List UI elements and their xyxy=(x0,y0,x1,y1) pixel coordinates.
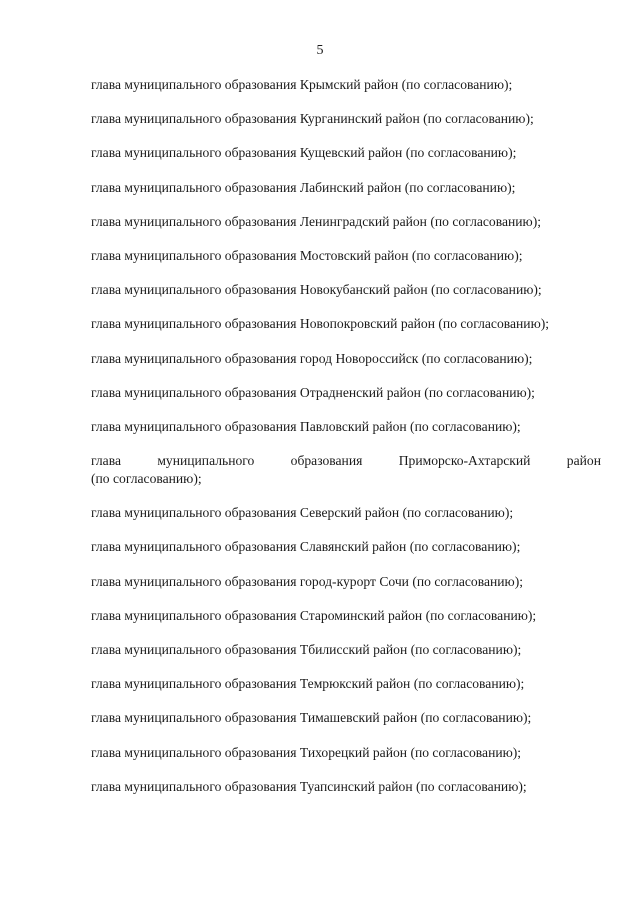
list-item: глава муниципального образования Кущевский район (по согласованию); xyxy=(91,145,517,161)
list-item: глава муниципального образования Отрадненский район (по согласованию); xyxy=(91,384,535,400)
page-number: 5 xyxy=(316,43,324,58)
wrapped-line-first xyxy=(91,452,601,470)
word: образования xyxy=(290,453,363,469)
list-item: глава муниципального образования Новокубанский район (по согласованию); xyxy=(91,282,542,298)
word: район xyxy=(566,453,601,469)
list-item: глава муниципального образования Курганинский район (по согласованию); xyxy=(91,111,534,127)
list-item: глава муниципального образования Туапсинский район (по согласованию); xyxy=(91,778,527,794)
list-item: глава муниципального образования Тихорецкий район (по согласованию); xyxy=(91,744,522,760)
list-item: глава муниципального образования Староминский район (по согласованию); xyxy=(91,607,537,623)
word: глава xyxy=(91,453,121,469)
member-list xyxy=(91,76,601,812)
list-item: глава муниципального образования Ленинградский район (по согласованию); xyxy=(91,213,541,229)
list-item: глава муниципального образования Крымский район (по согласованию); xyxy=(91,77,513,92)
list-item: глава муниципального образования Славянский район (по согласованию); xyxy=(91,539,521,555)
list-item: глава муниципального образования Павловский район (по согласованию); xyxy=(91,418,521,434)
list-item: глава муниципального образования Тимашевский район (по согласованию); xyxy=(91,710,532,726)
list-item: глава муниципального образования Тбилисский район (по согласованию); xyxy=(91,642,522,657)
word: муниципального xyxy=(157,453,255,469)
word: Приморско-Ахтарский xyxy=(398,453,531,469)
list-item: глава муниципального образования город Новороссийск (по согласованию); xyxy=(91,350,533,366)
list-item-wrapped xyxy=(91,452,601,488)
list-item: глава муниципального образования Мостовский район (по согласованию); xyxy=(91,247,523,263)
list-item: глава муниципального образования Лабинский район (по согласованию); xyxy=(91,179,516,195)
list-item: глава муниципального образования город-курорт Сочи (по согласованию); xyxy=(91,573,523,589)
list-item: глава муниципального образования Северский район (по согласованию); xyxy=(91,505,514,521)
list-item: глава муниципального образования Новопокровский район (по согласованию); xyxy=(91,316,550,332)
wrapped-line-continuation: (по согласованию); xyxy=(91,471,202,487)
list-item: глава муниципального образования Темрюкский район (по согласованию); xyxy=(91,676,525,692)
